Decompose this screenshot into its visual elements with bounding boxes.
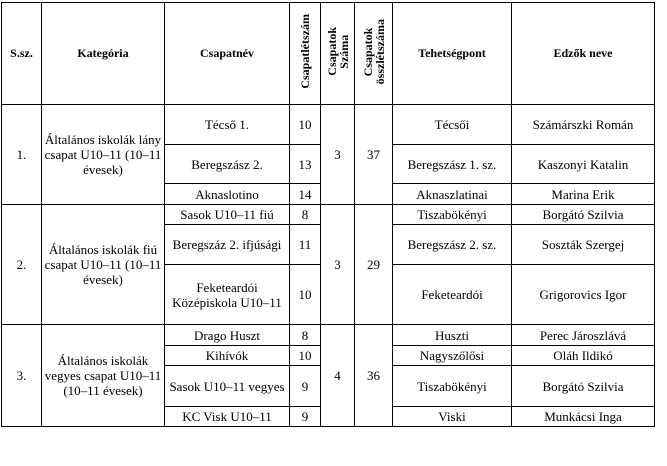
team-size: 13	[290, 145, 321, 184]
talent-point: Nagyszőlősi	[393, 346, 512, 366]
coach-name: Perec Jároszlává	[512, 325, 655, 346]
group-ssz: 3.	[2, 325, 42, 427]
table-row	[2, 205, 655, 225]
team-name: Aknaslotino	[165, 184, 290, 205]
team-size: 8	[290, 325, 321, 346]
coach-name: Grigorovics Igor	[512, 265, 655, 325]
header-size	[290, 3, 321, 105]
header-count	[321, 3, 355, 105]
header-team: Csapatnév	[165, 3, 290, 105]
group-category: Általános iskolák lány csapat U10–11 (10–11 évesek)	[42, 105, 165, 205]
talent-point: Aknaszlatinai	[393, 184, 512, 205]
talent-point: Técsői	[393, 105, 512, 145]
team-size: 10	[290, 265, 321, 325]
coach-name: Borgátó Szilvia	[512, 205, 655, 225]
header-size-label: Csapatlétszám	[298, 14, 312, 89]
team-count: 3	[321, 205, 355, 325]
team-name: Feketeardói Középiskola U10–11	[165, 265, 290, 325]
coach-name: Marina Erik	[512, 184, 655, 205]
team-size: 11	[290, 225, 321, 265]
header-category: Kategória	[42, 3, 165, 105]
talent-point: Feketeardói	[393, 265, 512, 325]
header-talent: Tehetségpont	[393, 3, 512, 105]
coach-name: Soszták Szergej	[512, 225, 655, 265]
team-count: 4	[321, 325, 355, 427]
talent-point: Beregszász 2. sz.	[393, 225, 512, 265]
group-ssz: 2.	[2, 205, 42, 325]
talent-point: Viski	[393, 407, 512, 427]
teams-table	[1, 2, 655, 427]
header-ssz: S.sz.	[2, 3, 42, 105]
team-size: 14	[290, 184, 321, 205]
team-total: 29	[355, 205, 393, 325]
table-row	[2, 105, 655, 145]
talent-point: Huszti	[393, 325, 512, 346]
coach-name: Borgátó Szilvia	[512, 366, 655, 407]
coach-name: Oláh Ildikó	[512, 346, 655, 366]
header-total	[355, 3, 393, 105]
coach-name: Munkácsi Inga	[512, 407, 655, 427]
team-name: Drago Huszt	[165, 325, 290, 346]
team-size: 9	[290, 366, 321, 407]
team-size: 9	[290, 407, 321, 427]
team-name: Beregszász 2.	[165, 145, 290, 184]
talent-point: Tiszabökényi	[393, 205, 512, 225]
team-total: 36	[355, 325, 393, 427]
team-count: 3	[321, 105, 355, 205]
group-category: Általános iskolák vegyes csapat U10–11 (10–11 évesek)	[42, 325, 165, 427]
header-row	[2, 3, 655, 105]
coach-name: Számárszki Román	[512, 105, 655, 145]
team-name: Beregszáz 2. ifjúsági	[165, 225, 290, 265]
talent-point: Beregszász 1. sz.	[393, 145, 512, 184]
team-size: 10	[290, 105, 321, 145]
table-row	[2, 325, 655, 346]
team-size: 8	[290, 205, 321, 225]
header-count-label: Csapatok Száma	[324, 27, 351, 76]
team-name: Sasok U10–11 vegyes	[165, 366, 290, 407]
team-name: Kihívók	[165, 346, 290, 366]
talent-point: Tiszabökényi	[393, 366, 512, 407]
header-coach: Edzők neve	[512, 3, 655, 105]
header-total-label: Csapatok összlétszáma	[360, 18, 387, 85]
team-name: Técső 1.	[165, 105, 290, 145]
group-category: Általános iskolák fiú csapat U10–11 (10–11 évesek)	[42, 205, 165, 325]
team-name: Sasok U10–11 fiú	[165, 205, 290, 225]
coach-name: Kaszonyi Katalin	[512, 145, 655, 184]
team-total: 37	[355, 105, 393, 205]
group-ssz: 1.	[2, 105, 42, 205]
team-size: 10	[290, 346, 321, 366]
team-name: KC Visk U10–11	[165, 407, 290, 427]
